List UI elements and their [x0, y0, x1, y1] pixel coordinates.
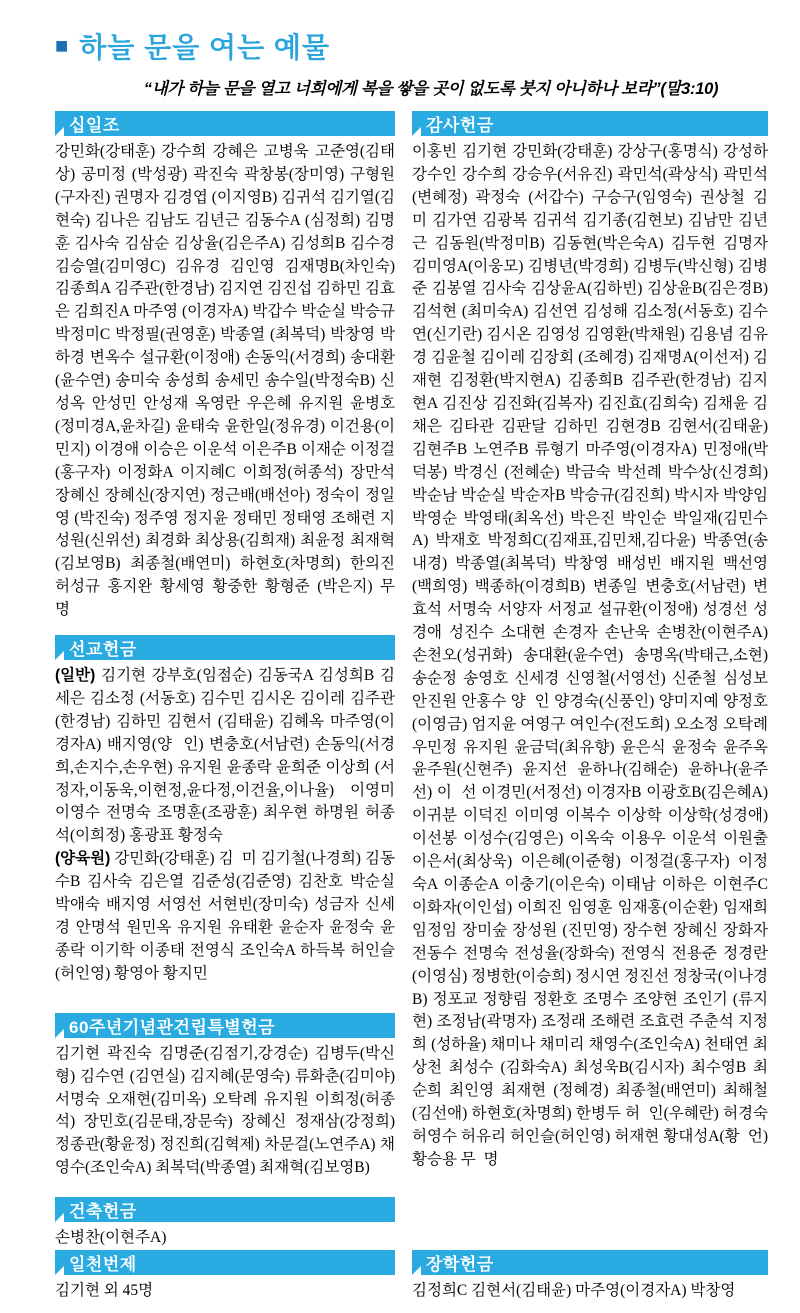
section-mission — [55, 635, 399, 986]
names-list-thousand: 김기현 외 45명 — [55, 1282, 154, 1300]
names-list-mission-general — [55, 665, 399, 848]
section-header-thanksgiving — [412, 111, 768, 136]
title-bullet-icon: ■ — [55, 33, 70, 58]
group-names-general: 김기현 강부호(임점순) 김동국A 김성희B 김세은 김소정 (서동호) 김수민 김시온 김이레 김주관(한경남) 김하민 김현서 (김태윤) 김혜옥 마주영(이경자A) 배지영(양 인) 변충호(서남련) 손동익(서경희,손지수,손우현) 유지원 윤종락 윤희준 이상희 (서정자,이동욱,이현정,윤다정,이건율,이나율) 이영미 이영수 전명숙 조명훈(조광훈) 최우현 하명원 허종석(이희정) 홍광표 황정숙 — [55, 667, 399, 845]
names-list-tithe: 강민화(강태훈) 강수희 강혜은 고병욱 고준영(김태상) 공미정 (박성광) 곽진숙 곽창봉(장미영) 구형원(구자진) 권명자 김경엽 (이지영B) 김귀석 김기열(김현숙) 김나은 김남도 김년근 김동수A (심정희) 김명훈 김사숙 김삼순 김상율(김은주A) 김성희B 김수경 김승열(김미영C) 김유경 김인영 김재명B(차인숙) 김종희A 김주관(한경남) 김지연 김진섭 김하민 김효은 김희진A 마주영 (이경자A) 박갑수 박순실 박승규 박정미C 박정필(권영훈) 박종열 (최복덕) 박창영 박하경 변옥수 설규환(이정애) 손동익(서경희) 송대환(윤수연) 송미숙 송성희 송세민 송수일(박정숙B) 신성옥 안성민 안성재 옥영란 우은혜 유지원 윤병호(정미경A,윤차길) 윤태숙 윤한일(정유경) 이건용(이민지) 이경애 이승은 이운석 이은주B 이재순 이정걸(홍구자) 이정화A 이지혜C 이희정(허종석) 장만석 장혜신 장혜신(장지연) 정근배(배선아) 정숙이 정일영 (박진숙) 정주영 정지윤 정태민 정태영 조해련 지성원(신위선) 최경화 최상용(김희재) 최윤정 최재혁(김보영B) 최종철(배연미) 하현호(차명희) 한의진 허성규 홍지완 황세영 황중한 황형준 (박은지) 무 명 — [55, 143, 403, 619]
section-anniversary — [55, 1013, 399, 1180]
names-list-scholarship: 김정희C 김현서(김태윤) 마주영(이경자A) 박창영 — [412, 1282, 736, 1300]
left-column — [55, 111, 403, 1303]
page-title-text: 하늘 문을 여는 예물 — [79, 32, 331, 63]
scripture-subtitle: “내가 하늘 문을 열고 너희에게 복을 쌓을 곳이 없도록 붓지 아니하나 보라”(말3:10) — [143, 80, 719, 98]
names-list-mission-nursery — [55, 848, 399, 985]
section-label: 십일조 — [69, 116, 120, 135]
section-header-scholarship — [412, 1250, 768, 1275]
section-label: 건축헌금 — [69, 1202, 137, 1222]
page-header — [55, 26, 767, 99]
names-list-thanksgiving: 이홍빈 김기현 강민화(강태훈) 강상구(홍명식) 강성하 강수인 강수희 강승우(서유진) 곽민석(곽상식) 곽민석(변혜정) 곽정숙 (서갑수) 구승구(임영숙) 권상철 김 미 김가연 김광복 김귀석 김기종(김현보) 김남만 김년근 김동원(박정미B) 김동현(박은숙A) 김두현 김명자 김미영A(이웅모) 김병년(박경희) 김병두(박신형) 김병준 김봉열 김사숙 김상윤A(김하빈) 김상윤B(김은경B) 김석현 (최미숙A) 김선연 김성해 김소정(서동호) 김수연(신기란) 김시온 김영성 김영환(박채원) 김용념 김유경 김윤철 김이레 김장회 (조혜경) 김재명A(이선저) 김재현 김정환(박지현A) 김종희B 김주관(한경남) 김지현A 김진상 김진화(김복자) 김진효(김희숙) 김채윤 김채은 김타관 김판달 김하민 김현경B 김현서(김태윤) 김현주B 노연주B 류형기 마주영(이경자A) 민정애(박덕봉) 박경신 (전혜순) 박금숙 박선례 박수상(신경희) 박순남 박순실 박순자B 박승규(김진희) 박시자 박양임 박영순 박영태(최옥선) 박은진 박인순 박일재(김민수A) 박재호 박정희C(김재표,김민채,김다윤) 박종연(송내경) 박종열(최복덕) 박창영 배성빈 배지원 백선영 (백희영) 백종하(이경희B) 변종일 변충호(서남련) 변효석 서명숙 서양자 서정교 설규환(이정애) 성경선 성경애 성진수 소대현 손경자 손난욱 손병찬(이현주A) 손천오(성귀화) 송대환(윤수연) 송명옥(박태근,소현) 송순정 송영호 신세경 신영철(서영선) 신준철 심성보 안진원 안홍수 양 인 양경숙(신풍인) 양미지예 양정호 (이영금) 엄지윤 여영구 여인수(전도희) 오소정 오탁례 우민정 유지원 윤금덕(최유향) 윤은식 윤정숙 윤주옥 윤주원(신현주) 윤지선 윤하나(김해순) 윤하나(윤주선) 이 선 이경민(서정선) 이경자B 이광호B(김은혜A) 이귀분 이덕진 이미영 이복수 이상학 이상학(성경애) 이선봉 이성수(김영은) 이옥숙 이용우 이운석 이원출 이은서(최상욱) 이은혜(이준형) 이정걸(홍구자) 이정숙A 이종순A 이충기(이은숙) 이태남 이하은 이현주C 이화자(이인섭) 이희진 임영훈 임재홍(이순환) 임재희 임정임 장미숲 장성원 (진민영) 장수현 장혜신 장화자 전동수 전명숙 전성율(장화숙) 전영식 전용준 정경란(이영심) 정병한(이승희) 정시연 정진선 정창국(이나경B) 정포교 정향림 정환호 조명수 조양현 조인기 (류지현) 조정남(곽명자) 조정래 조해련 조효련 주춘석 지정희 (성하율) 채미나 채미리 채영수(조인숙A) 천태연 최상천 최성수 (김화숙A) 최성욱B(김시자) 최수영B 최순희 최인영 최재현 (정혜경) 최종철(배연미) 최해철(김선애) 하현호(차명희) 한병두 허 인(우혜란) 허경숙 허영수 허유리 허인슬(허인영) 허재현 황대성A(황 언) 황승용 무 명 — [412, 143, 776, 1168]
section-label: 장학헌금 — [426, 1255, 494, 1275]
right-column — [412, 111, 776, 1303]
group-tag-nursery: (양육원) — [55, 850, 111, 868]
section-header-building — [55, 1197, 395, 1222]
section-header-tithe — [55, 111, 395, 136]
section-label: 선교헌금 — [69, 640, 137, 660]
section-header-anniversary — [55, 1013, 395, 1038]
section-building — [55, 1197, 395, 1250]
section-thousand — [55, 1250, 395, 1303]
section-header-mission — [55, 635, 395, 660]
names-list-building: 손병찬(이현주A) — [55, 1229, 167, 1247]
page-title — [55, 26, 767, 66]
two-column-layout — [55, 111, 776, 1303]
section-label: 감사헌금 — [426, 116, 494, 135]
section-scholarship — [412, 1250, 768, 1303]
section-label: 60주년기념관건립특별헌금 — [69, 1017, 276, 1037]
section-header-thousand — [55, 1250, 395, 1275]
section-label: 일천번제 — [69, 1255, 137, 1275]
section-tithe — [55, 111, 403, 622]
group-tag-general: (일반) — [55, 667, 96, 685]
section-thanksgiving — [412, 111, 776, 1172]
names-list-anniversary: 김기현 곽진숙 김명준(김점기,강경순) 김병두(박신형) 김수연 (김연실) 김지혜(문영숙) 류화춘(김미야) 서명숙 오재현(김미옥) 오탁례 유지원 이희정(허종석) 장민호(김문태,장문숙) 장혜신 정재삼(강정희) 정종관(황윤정) 정진희(김혁제) 차문걸(노연주A) 채영수(조인숙A) 최복덕(박종열) 최재혁(김보영B) — [55, 1044, 399, 1177]
group-names-nursery: 강민화(강태훈) 김 미 김기철(나경희) 김동수B 김사숙 김은열 김준성(김준영) 김찬호 박순실 박애숙 배지영 서영선 서현빈(장미숙) 성금자 신세경 안명석 원민옥 유지원 유태환 윤순자 윤정숙 윤종락 이기학 이종태 전영식 조인숙A 하득복 허인슬(허인영) 황영아 황지민 — [55, 850, 399, 982]
